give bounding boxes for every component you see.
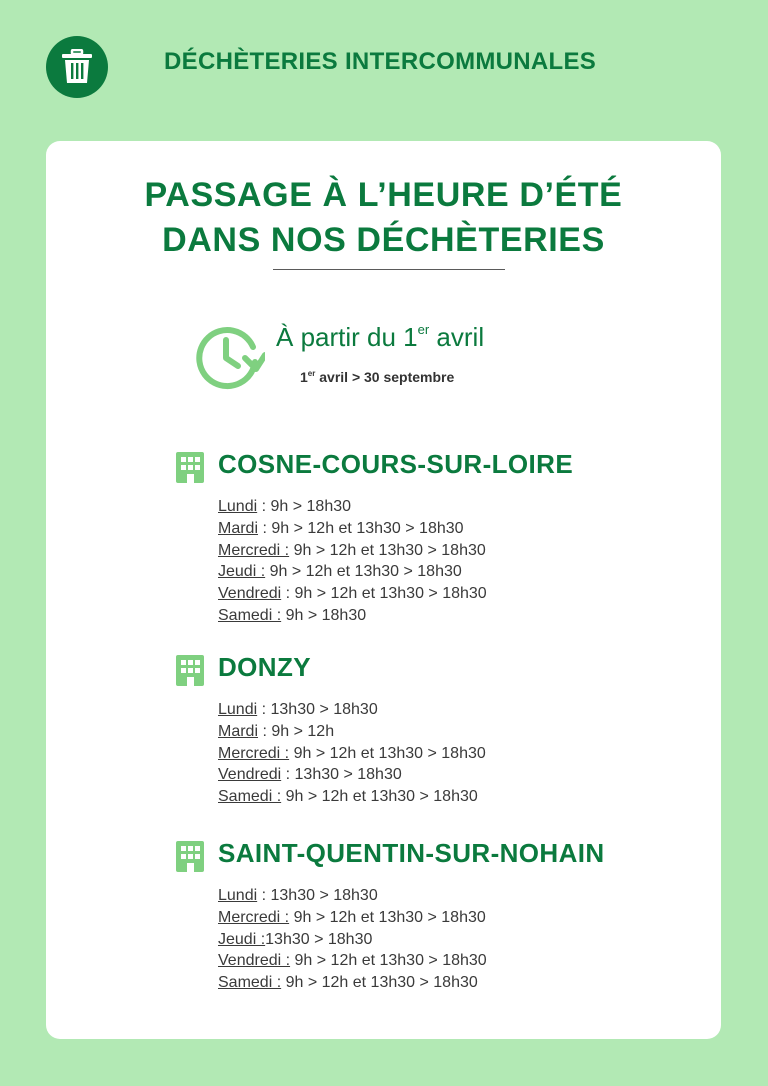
header-title: DÉCHÈTERIES INTERCOMMUNALES [164,48,597,75]
site-name: SAINT-QUENTIN-SUR-NOHAIN [218,838,605,868]
hours-line: Vendredi : 9h > 12h et 13h30 > 18h30 [218,585,487,603]
hours-line: Samedi : 9h > 12h et 13h30 > 18h30 [218,788,478,806]
headline [46,173,721,263]
hours-line: Jeudi :13h30 > 18h30 [218,930,373,948]
building-icon [174,451,206,483]
site-name: DONZY [218,652,311,682]
clock-rotate-icon [191,320,265,394]
trash-can-icon [60,49,94,85]
info-card [46,141,721,1039]
hours-line: Lundi : 13h30 > 18h30 [218,887,378,904]
hours-line: Mercredi : 9h > 12h et 13h30 > 18h30 [218,541,486,559]
headline-line-1: PASSAGE À L’HEURE D’ÉTÉ [144,176,623,214]
opening-hours [218,885,487,994]
hours-line: Samedi : 9h > 12h et 13h30 > 18h30 [218,974,478,992]
hours-line: Vendredi : 13h30 > 18h30 [218,766,402,784]
hours-line: Samedi : 9h > 18h30 [218,606,367,624]
start-date: À partir du 1er avril [276,322,485,352]
building-icon [174,840,206,872]
hours-line: Lundi : 9h > 18h30 [218,498,352,515]
building-icon [174,654,206,686]
trash-can-logo [46,36,108,98]
opening-hours [218,496,487,627]
headline-line-2: DANS NOS DÉCHÈTERIES [162,221,605,259]
hours-line: Mardi : 9h > 12h [218,722,335,740]
hours-line: Mercredi : 9h > 12h et 13h30 > 18h30 [218,744,486,762]
opening-hours [218,699,486,808]
hours-line: Mercredi : 9h > 12h et 13h30 > 18h30 [218,908,486,926]
site-name: COSNE-COURS-SUR-LOIRE [218,449,574,479]
divider [273,269,505,270]
hours-line: Vendredi : 9h > 12h et 13h30 > 18h30 [218,952,487,970]
hours-line: Mardi : 9h > 12h et 13h30 > 18h30 [218,519,464,537]
hours-line: Lundi : 13h30 > 18h30 [218,701,378,718]
hours-line: Jeudi : 9h > 12h et 13h30 > 18h30 [218,563,462,581]
summer-period: 1er avril > 30 septembre [300,369,455,385]
